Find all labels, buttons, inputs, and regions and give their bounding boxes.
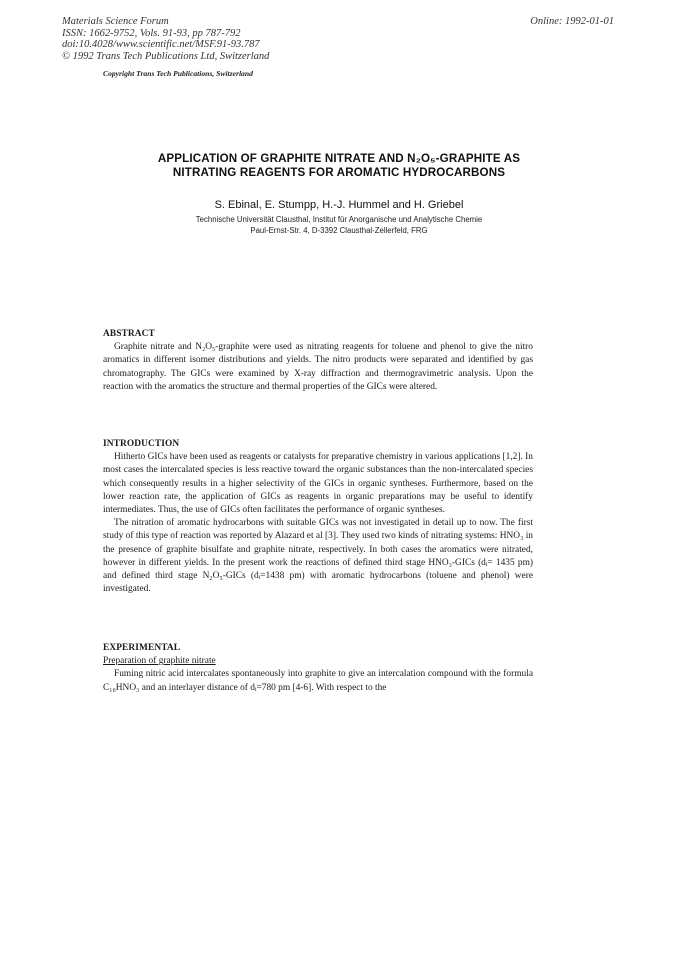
introduction-paragraph-2: The nitration of aromatic hydrocarbons with suitable GICs was not investigated in detail up to now. The first study of this type of reaction was reported by Alazard et al [3]. They used two kinds of nitrating systems: HNO₃ in the presence of graphite bisulfate and graphite nitrate, respectively. In both cases the aromatics were nitrated, however in different yields. In the present work the reactions of defined third stage HNO₃-GICs (dᵢ= 1435 pm) and defined third stage N₂O₅-GICs (dᵢ=1438 pm) with aromatic hydrocarbons (toluene and phenol) were investigated. xyxy=(103,518,533,595)
abstract-text: Graphite nitrate and N₂O₅-graphite were used as nitrating reagents for toluene and phenol to give the nitro aromatics in different isomer distributions and yields. The nitro products were separated and identified by gas chromatography. The GICs were examined by X-ray diffraction and thermogravimetric analysis. Upon the reaction with the aromatics the structure and thermal properties of the GICs were altered. xyxy=(103,342,533,392)
experimental-paragraph-1: Fuming nitric acid intercalates spontaneously into graphite to give an intercalation compound with the formula C₁₀HNO₃ and an interlayer distance of dᵢ=780 pm [4-6]. With respect to the xyxy=(103,669,533,693)
affiliation-line-1: Technische Universität Clausthal, Institut für Anorganische und Analytische Chemie xyxy=(195,215,483,224)
title-line-1: APPLICATION OF GRAPHITE NITRATE AND N₂O₅-GRAPHITE AS xyxy=(157,152,521,165)
journal-doi: doi:10.4028/www.scientific.net/MSF.91-93.787 xyxy=(62,39,260,50)
authors: S. Ebinal, E. Stumpp, H.-J. Hummel and H. Griebel xyxy=(214,199,464,211)
journal-info xyxy=(62,16,269,62)
journal-publisher: © 1992 Trans Tech Publications Ltd, Switzerland xyxy=(62,50,270,62)
experimental-heading: EXPERIMENTAL xyxy=(103,643,181,653)
affiliation-line-2: Paul-Ernst-Str. 4, D-3392 Clausthal-Zellerfeld, FRG xyxy=(250,225,428,235)
journal-name: Materials Science Forum xyxy=(62,16,169,27)
title-line-2: NITRATING REAGENTS FOR AROMATIC HYDROCARBONS xyxy=(172,166,506,179)
experimental-section xyxy=(103,642,533,695)
paper-title xyxy=(0,152,678,180)
introduction-section xyxy=(103,438,533,596)
introduction-heading: INTRODUCTION xyxy=(103,439,180,449)
journal-issn: ISSN: 1662-9752, Vols. 91-93, pp 787-792 xyxy=(62,27,241,39)
online-date: Online: 1992-01-01 xyxy=(530,16,614,27)
abstract-section xyxy=(103,328,533,394)
experimental-subheading: Preparation of graphite nitrate xyxy=(103,656,216,667)
abstract-heading: ABSTRACT xyxy=(103,329,155,339)
affiliation xyxy=(0,215,678,236)
copyright-notice: Copyright Trans Tech Publications, Switzerland xyxy=(103,69,253,78)
introduction-paragraph-1: Hitherto GICs have been used as reagents or catalysts for preparative chemistry in various applications [1,2]. In most cases the intercalated species is less reactive toward the organic substances than the non-intercalated species which consequently results in a higher selectivity of the GICs in organic syntheses. Furthermore, based on the lower reaction rate, the application of GICs as reagents in organic preparations may be useful to identify intermediates. Thus, the use of GICs often facilitates the performance of organic syntheses. xyxy=(103,452,533,516)
